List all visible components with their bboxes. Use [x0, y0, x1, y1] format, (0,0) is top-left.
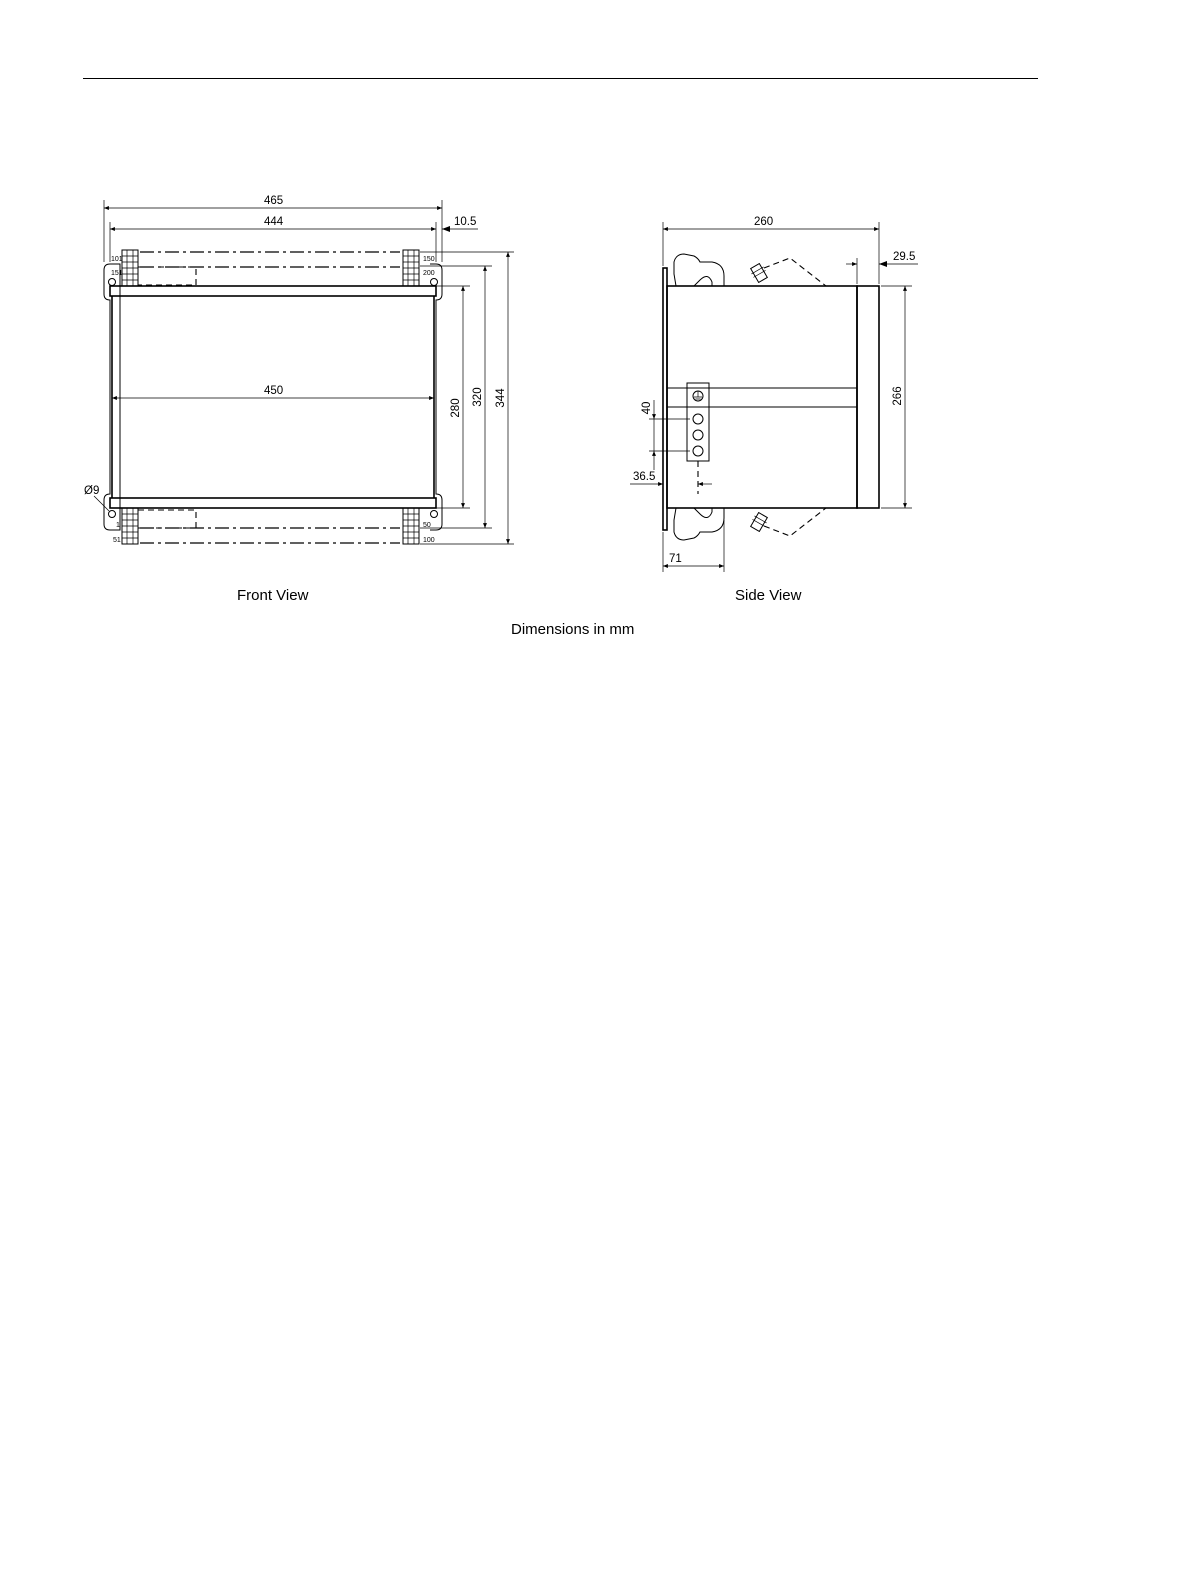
dim-29-5: 29.5: [893, 251, 916, 263]
dim-10-5: 10.5: [454, 216, 477, 228]
terminal-label-50: 50: [423, 522, 431, 529]
earth-screw-1: [693, 414, 703, 424]
leader-hole-diameter: [94, 496, 109, 511]
terminal-block-tr: [403, 250, 419, 286]
dim-266: 266: [892, 386, 904, 406]
terminal-label-151: 151: [111, 270, 123, 277]
mounting-hole-br: [431, 511, 438, 518]
dim-344: 344: [495, 388, 507, 408]
side-latch-bottom: [674, 508, 724, 540]
terminal-label-150: 150: [423, 256, 435, 263]
dim-260: 260: [754, 216, 774, 228]
dim-465: 465: [264, 195, 284, 207]
dim-450: 450: [264, 385, 284, 397]
front-view: [84, 195, 514, 544]
side-screw-top: [751, 258, 826, 286]
figure-caption: Dimensions in mm: [511, 621, 635, 638]
terminal-block-bl: [122, 508, 138, 544]
terminal-block-br: [403, 508, 419, 544]
dim-320: 320: [472, 387, 484, 407]
side-rear-cover: [857, 286, 879, 508]
side-latch-top: [674, 254, 724, 286]
front-top-rail: [110, 286, 436, 296]
earth-screw-2: [693, 430, 703, 440]
dim-444: 444: [264, 216, 284, 228]
terminal-block-tl: [122, 250, 138, 286]
dim-71: 71: [669, 553, 682, 565]
side-center-rail: [667, 388, 857, 407]
mounting-hole-bl: [109, 511, 116, 518]
dim-hole-diameter: Ø9: [84, 485, 100, 497]
front-view-title: Front View: [237, 587, 309, 604]
mounting-hole-tr: [431, 279, 438, 286]
side-view-title: Side View: [735, 587, 802, 604]
terminal-label-101: 101: [111, 256, 123, 263]
mounting-hole-tl: [109, 279, 116, 286]
front-bottom-rail: [110, 498, 436, 508]
dim-36-5: 36.5: [633, 471, 656, 483]
terminal-label-200: 200: [423, 270, 435, 277]
terminal-label-100: 100: [423, 537, 435, 544]
terminal-label-51: 51: [113, 537, 121, 544]
dim-280: 280: [450, 398, 462, 418]
side-view: [630, 216, 918, 572]
terminal-cover-bottom: [138, 510, 196, 528]
front-flange-outline-right: [430, 264, 442, 530]
terminal-label-1: 1: [116, 522, 120, 529]
dim-40: 40: [641, 401, 653, 415]
earth-screw-3: [693, 446, 703, 456]
terminal-cover-top: [138, 267, 196, 285]
dimension-drawing: [0, 0, 1191, 700]
side-screw-bottom: [751, 508, 826, 536]
